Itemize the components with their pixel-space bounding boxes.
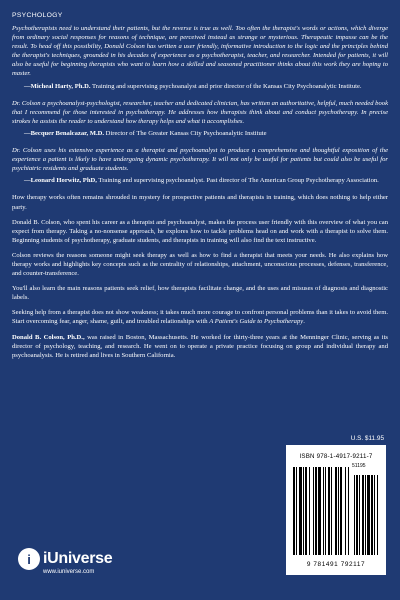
publisher-logo-icon: i	[18, 548, 40, 570]
barcode-addon-bar	[371, 475, 373, 555]
barcode-addon-bar	[354, 475, 355, 555]
barcode-bar	[303, 467, 304, 555]
barcode-bar	[348, 467, 349, 555]
closing-paragraph	[12, 308, 388, 326]
barcode-addon-bar	[374, 475, 375, 555]
description-paragraph: You'll also learn the main reasons patients seek relief, how therapists facilitate change, and the uses and misuses of diagnosis and diagnostic labels.	[12, 285, 388, 302]
barcode-addon-bar	[367, 475, 370, 555]
barcode-bar	[315, 467, 317, 555]
barcode-bar	[293, 467, 295, 555]
barcode-addon-bar	[356, 475, 358, 555]
barcode-bar	[305, 467, 307, 555]
barcode-addon-bar	[377, 475, 378, 555]
author-bio-text: was raised in Boston, Massachusetts. He worked for thirty-three years at the Menninger Clinic, serving as its director of psychology, teaching, and research. He went on to operate a private practice focusing on group and individual therapy and psychoanalysis. He is retired and lives in Southern California.	[12, 333, 388, 359]
publisher-url: www.iuniverse.com	[43, 569, 95, 575]
publisher-logo	[18, 548, 112, 570]
barcode-bar	[309, 467, 310, 555]
author-bio	[12, 333, 388, 360]
closing-text: Seeking help from a therapist does not show weakness; it takes much more courage to confront personal problems than it takes to avoid them. Start overcoming fear, anger, shame, guilt, and troubled relationships with	[12, 309, 388, 326]
description-paragraph: How therapy works often remains shrouded in mystery for prospective patients and therapists in training, which does nothing to help either party.	[12, 194, 388, 211]
endorser-description: Training and supervising psychoanalyst. Past director of The American Group Psychotherapy Association.	[96, 177, 379, 185]
price-label: U.S. $11.95	[350, 435, 384, 442]
publisher-name: iUniverse	[43, 550, 113, 567]
cover-text	[12, 12, 388, 360]
isbn-text: ISBN 978-1-4917-9211-7	[299, 453, 373, 460]
barcode-bar	[299, 467, 302, 555]
endorsement-quote: Psychotherapists need to understand their patients, but the reverse is true as well. Too often the therapist's words or actions, which diverge from ordinary social responses for reasons of technique, are perceived instead as strange or mysterious. Therapeutic impasse can be the result. To head off this possibility, Donald Colson has written a user friendly, informative introduction to the logic and the principles behind the therapist's techniques, grounded in his decades of experience as a psychotherapist, teacher, and researcher. Intended for patients, it will also be useful for beginning therapists who want to learn how a skilled and seasoned practitioner thinks about this work they are hoping to master.	[12, 25, 388, 78]
category-label: PSYCHOLOGY	[12, 12, 63, 19]
barcode-bar	[340, 467, 342, 555]
description-paragraph: Donald B. Colson, who spent his career as a therapist and psychoanalyst, makes the process user friendly with this overview of what you can expect from therapy. Taking a no-nonsense approach, he explores how to tackle problems head on and work with a therapist to solve them. Beginning students of psychotherapy, graduate students, and therapists in training will also find the text instructive.	[12, 218, 388, 244]
barcode-bar	[338, 467, 339, 555]
closing-end: .	[303, 318, 305, 326]
book-title: A Patient's Guide to Psychotherapy	[209, 318, 304, 326]
barcode-bar	[328, 467, 330, 555]
barcode-addon-bar	[365, 475, 366, 555]
endorser-name: —Micheal Harty, Ph.D.	[24, 82, 91, 90]
barcode-bar	[313, 467, 314, 555]
endorsement-attribution	[12, 176, 388, 185]
barcode-bar	[335, 467, 337, 555]
endorser-description: Training and supervising psychoanalyst and prior director of the Kansas City Psychoanalytic Institute.	[90, 82, 362, 90]
barcode-bar	[296, 467, 297, 555]
barcode-bar	[323, 467, 324, 555]
barcode	[286, 445, 386, 575]
barcode-addon-bar	[359, 475, 360, 555]
endorsement-attribution	[12, 82, 388, 91]
barcode-bar	[325, 467, 326, 555]
endorser-name: —Leonard Horwitz, PhD,	[24, 177, 97, 185]
endorsement-quote: Dr. Colson uses his extensive experience as a therapist and psychoanalyst to produce a comprehensive and thoughtful exposition of the experience a patient is likely to have undergoing dynamic psychotherapy. It will not only be useful for patients but could also be useful for psychiatric residents and graduate students.	[12, 147, 388, 173]
barcode-bar	[331, 467, 332, 555]
barcode-bar	[318, 467, 321, 555]
barcode-number: 9 781491 792117	[306, 561, 366, 568]
barcode-addon-bar	[362, 475, 364, 555]
publisher	[18, 548, 112, 575]
author-name: Donald B. Colson, Ph.D.,	[12, 333, 85, 341]
description-paragraph: Colson reviews the reasons someone might seek therapy as well as how to find a therapist that meets your needs. He also explains how therapy works and highlights key concepts such as the centrality of relationships, attachment, unconscious processes, defenses, transference, and counter-transference.	[12, 251, 388, 278]
barcode-bar	[345, 467, 346, 555]
endorser-name: —Becquer Benalcazar, M.D.	[24, 129, 105, 137]
endorsement-quote: Dr. Colson a psychoanalyst-psychologist, researcher, teacher and dedicated clinician, has written an authoritative, helpful, much needed book that I recommend for those interested in psychotherapy. He addresses how therapists think about and conduct psychotherapy. In precise strokes he assists the reader to understand how therapy helps and what it accomplishes.	[12, 99, 388, 125]
barcode-bars	[292, 467, 380, 559]
endorsement-attribution	[12, 129, 388, 138]
barcode-addon-number: 51195	[352, 463, 366, 469]
endorser-description: Director of The Greater Kansas City Psychoanalytic Institute	[104, 129, 267, 137]
